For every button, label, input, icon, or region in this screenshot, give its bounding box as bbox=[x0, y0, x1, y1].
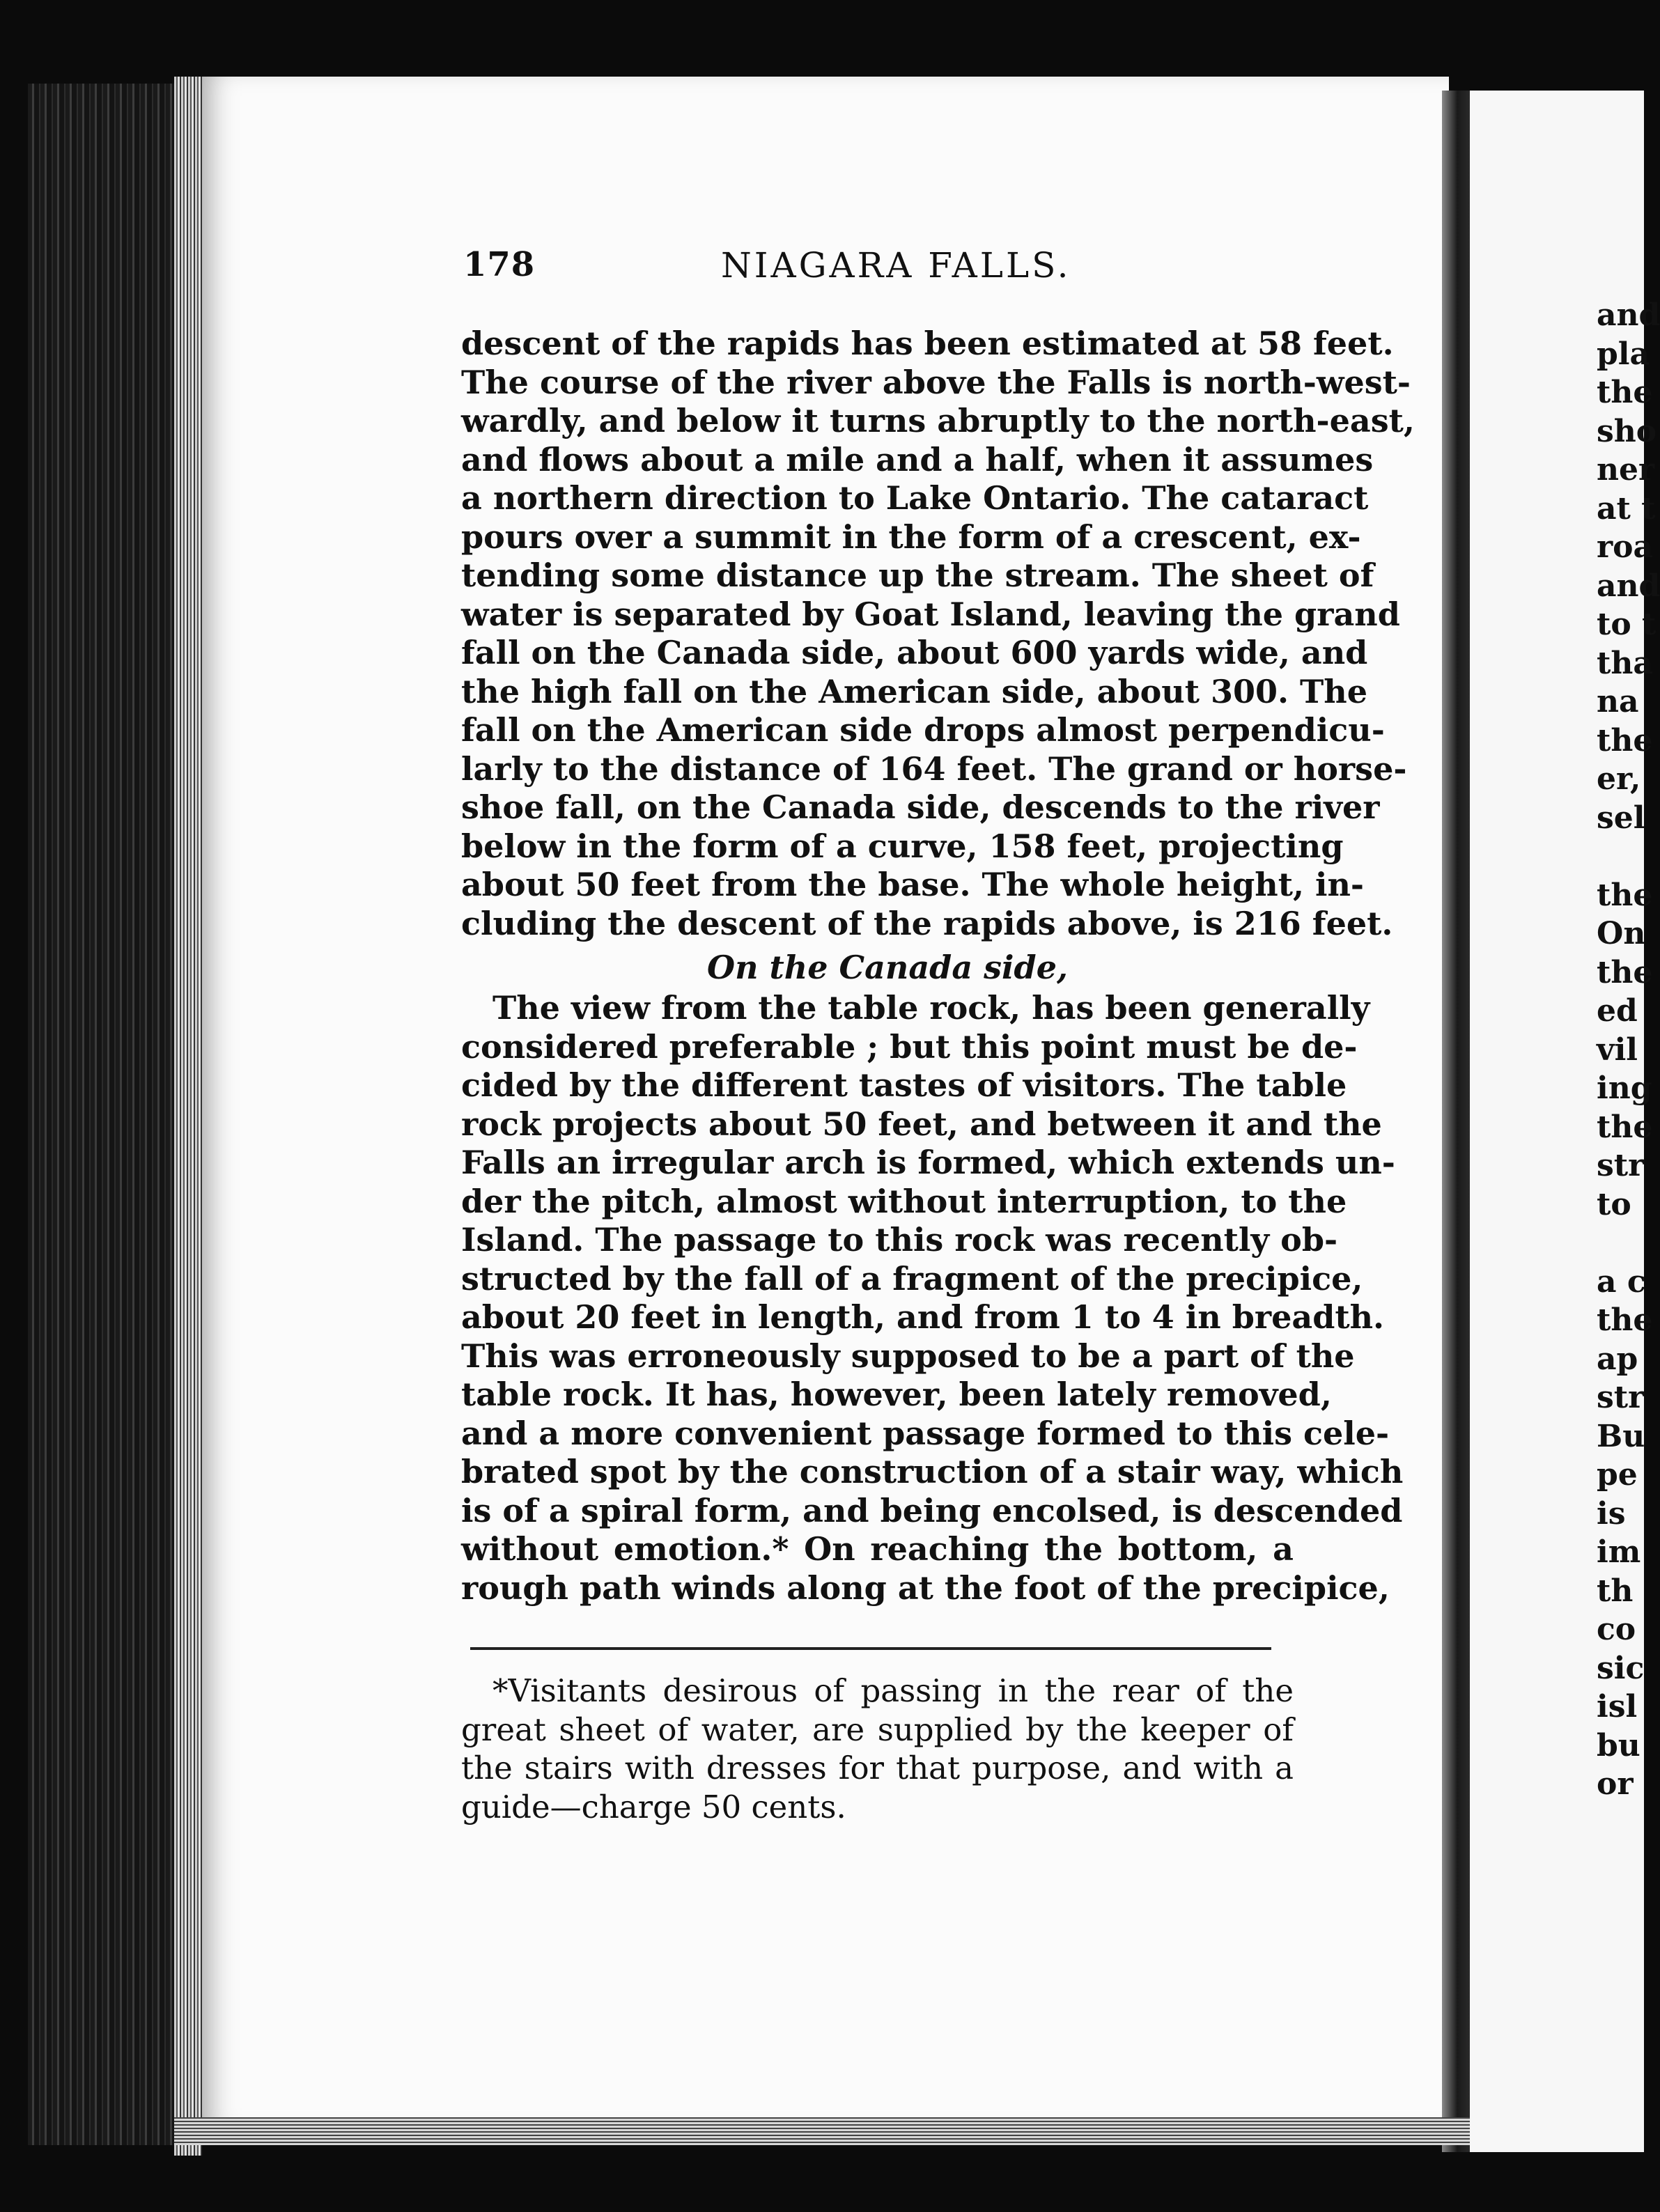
facing-page-fragment: th bbox=[1597, 1573, 1634, 1609]
page-bottom-edge bbox=[174, 2117, 1470, 2145]
facing-page-fragment: Bu bbox=[1597, 1418, 1645, 1454]
text-line: table rock. It has, however, been lately removed, bbox=[461, 1376, 1332, 1413]
facing-page-text-fragments bbox=[1597, 296, 1660, 1804]
text-line: cluding the descent of the rapids above, is 216 feet. bbox=[461, 904, 1393, 942]
text-line: The view from the table rock, has been generally bbox=[492, 989, 1370, 1027]
facing-page-fragment: at t bbox=[1597, 490, 1656, 527]
text-line: the high fall on the American side, about 300. The bbox=[461, 672, 1367, 710]
text-line: shoe fall, on the Canada side, descends to the river bbox=[461, 788, 1380, 826]
paragraph-1 bbox=[461, 325, 1415, 943]
text-line: a northern direction to Lake Ontario. The cataract bbox=[461, 479, 1369, 517]
text-line: is of a spiral form, and being encolsed, is descended bbox=[461, 1491, 1403, 1529]
facing-page-fragment: sel bbox=[1597, 800, 1645, 836]
paragraph-2 bbox=[461, 989, 1404, 1607]
text-line: The course of the river above the Falls is north-west- bbox=[461, 363, 1411, 401]
facing-page-fragment: er, bbox=[1597, 761, 1641, 797]
facing-page-fragment: or bbox=[1597, 1766, 1634, 1802]
text-line: pours over a summit in the form of a crescent, ex- bbox=[461, 517, 1361, 556]
facing-page-fragment: the bbox=[1597, 954, 1653, 990]
text-line: tending some distance up the stream. The sheet of bbox=[461, 556, 1374, 594]
text-line: Falls an irregular arch is formed, which extends un- bbox=[461, 1144, 1395, 1181]
facing-page-fragment: isl bbox=[1597, 1689, 1638, 1724]
facing-page-fragment: the bbox=[1597, 1109, 1653, 1145]
text-line: rock projects about 50 feet, and between it and the bbox=[461, 1105, 1382, 1143]
page-stack-edge bbox=[174, 77, 202, 2156]
text-line: larly to the distance of 164 feet. The grand or horse- bbox=[461, 749, 1407, 788]
facing-page-fragment: pla bbox=[1597, 336, 1650, 372]
text-line: rough path winds along at the foot of the precipice, bbox=[461, 1568, 1390, 1607]
facing-page-fragment: a c bbox=[1597, 1263, 1646, 1300]
facing-page-fragment: On bbox=[1597, 916, 1646, 951]
facing-page-fragment: str bbox=[1597, 1148, 1645, 1183]
footnote-line: guide—charge 50 cents. bbox=[461, 1788, 846, 1825]
text-line: without emotion.* On reaching the bottom, a bbox=[461, 1530, 1294, 1568]
facing-page-fragment: the bbox=[1597, 375, 1653, 410]
text-line: wardly, and below it turns abruptly to the north-east, bbox=[461, 402, 1415, 439]
facing-page-fragment: ap bbox=[1597, 1341, 1638, 1377]
facing-page-fragment: ing bbox=[1597, 1070, 1652, 1106]
page-number: 178 bbox=[463, 245, 536, 284]
footnote-rule bbox=[470, 1647, 1271, 1650]
text-line: about 20 feet in length, and from 1 to 4 in breadth. bbox=[461, 1298, 1385, 1336]
facing-page-fragment: the bbox=[1597, 722, 1653, 758]
facing-page-fragment: and bbox=[1597, 568, 1660, 604]
facing-page-fragment: sho bbox=[1597, 413, 1657, 449]
facing-page-fragment: is bbox=[1597, 1495, 1626, 1532]
facing-page-fragment bbox=[1597, 837, 1644, 876]
facing-page-fragment: sic bbox=[1597, 1650, 1645, 1686]
footnote-line: great sheet of water, are supplied by the keeper of bbox=[461, 1711, 1294, 1748]
facing-page-fragment: str bbox=[1597, 1380, 1645, 1415]
facing-page-fragment: to t bbox=[1597, 607, 1657, 642]
text-line: brated spot by the construction of a stair way, which bbox=[461, 1453, 1404, 1490]
text-line: water is separated by Goat Island, leaving the grand bbox=[461, 595, 1400, 633]
text-line: about 50 feet from the base. The whole height, in- bbox=[461, 866, 1365, 903]
book-gutter bbox=[1442, 91, 1470, 2152]
text-line: and a more convenient passage formed to this cele- bbox=[461, 1414, 1390, 1452]
text-line: This was erroneously supposed to be a part of the bbox=[461, 1337, 1355, 1375]
text-line: considered preferable ; but this point must be de- bbox=[461, 1027, 1358, 1066]
facing-page-fragment: tha bbox=[1597, 645, 1653, 681]
text-line: cided by the different tastes of visitors. The table bbox=[461, 1066, 1347, 1104]
text-line: der the pitch, almost without interruption, to the bbox=[461, 1182, 1347, 1220]
facing-page-fragment: the bbox=[1597, 877, 1653, 913]
footnote bbox=[461, 1672, 1294, 1826]
facing-page-fragment: ed bbox=[1597, 993, 1638, 1029]
facing-page-fragment: and bbox=[1597, 297, 1660, 333]
footnote-line: the stairs with dresses for that purpose, and with a bbox=[461, 1750, 1294, 1786]
running-title: NIAGARA FALLS. bbox=[721, 245, 1071, 286]
facing-page-fragment: roa bbox=[1597, 529, 1654, 565]
text-line: descent of the rapids has been estimated at 58 feet. bbox=[461, 325, 1394, 362]
facing-page-fragment: to bbox=[1597, 1186, 1631, 1222]
section-subheading: On the Canada side, bbox=[707, 949, 1068, 986]
text-line: fall on the Canada side, about 600 yards wide, and bbox=[461, 634, 1368, 671]
footnote-line: *Visitants desirous of passing in the rear of the bbox=[492, 1672, 1294, 1709]
text-line: and flows about a mile and a half, when it assumes bbox=[461, 440, 1374, 478]
text-line: Island. The passage to this rock was recently ob- bbox=[461, 1221, 1338, 1259]
facing-page-fragment: ner bbox=[1597, 452, 1655, 488]
facing-page-fragment: na bbox=[1597, 684, 1639, 719]
running-header bbox=[463, 245, 1299, 294]
facing-page-fragment bbox=[1597, 1224, 1644, 1263]
facing-page-fragment: bu bbox=[1597, 1727, 1640, 1763]
facing-page-fragment: co bbox=[1597, 1612, 1636, 1647]
facing-page-fragment: pe bbox=[1597, 1457, 1638, 1493]
text-line: structed by the fall of a fragment of the precipice, bbox=[461, 1259, 1363, 1298]
facing-page-fragment: im bbox=[1597, 1534, 1641, 1570]
text-line: fall on the American side drops almost perpendicu- bbox=[461, 711, 1385, 749]
facing-page-fragment: vil bbox=[1597, 1031, 1638, 1068]
text-line: below in the form of a curve, 158 feet, projecting bbox=[461, 827, 1344, 865]
facing-page-fragment: the bbox=[1597, 1302, 1653, 1338]
